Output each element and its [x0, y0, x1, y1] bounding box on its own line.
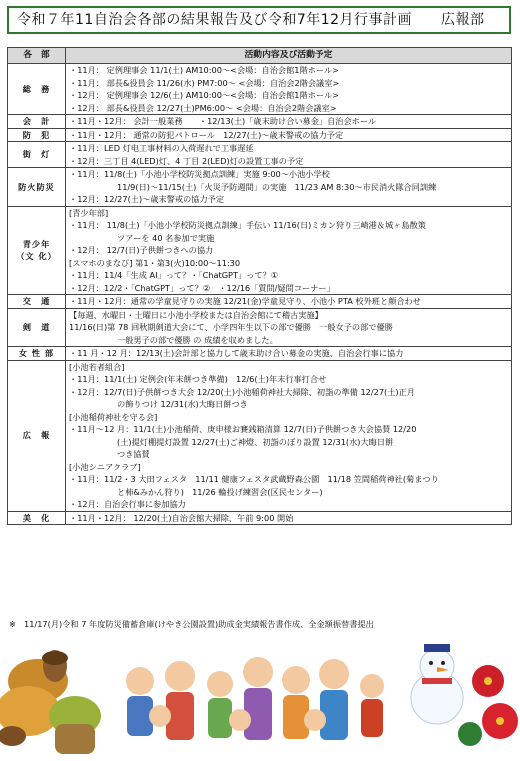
- table-row: [8, 168, 512, 207]
- autumn-leaves-icon: [0, 650, 101, 754]
- activity-line: [スマホのまなび] 第1・第3(火)10:00～11:30: [69, 257, 241, 268]
- dept-name: 青少年 （文 化）: [8, 206, 66, 295]
- activity-line: [小池シニアクラブ]: [69, 461, 141, 472]
- dept-name: 広 報: [8, 360, 66, 511]
- activity-line: ・11月：LED 灯电工事材料の入荷遅れで工事遅延: [69, 143, 254, 153]
- activity-line: ・12月： 部長&役員会 12/27(土)PM6:00～ <会場：自治会2階会議室>: [69, 102, 337, 113]
- activity-line: つき協賛: [117, 449, 150, 459]
- dept-activities: [66, 295, 512, 309]
- activity-line: ・11月：11/8(土)「小池小学校防災拠点訓練」実施 9:00～小池小学校: [69, 169, 330, 179]
- activity-line: ・11月・12月：通常の学童見守りの実施 12/21(金)学童見守り、小池小 PTA 校外班と顔合わせ: [69, 296, 421, 306]
- dept-name: 総 務: [8, 64, 66, 115]
- table-row: [8, 206, 512, 295]
- activity-line: 11/16(日)第 78 回秋期剣道大会にて、小学四年生以下の部で優勝 一般女子の部で優勝: [69, 322, 393, 332]
- activity-line: (土)提灯棚提灯設置 12/27(土)ご神燈、初詣のぼり設置 12/31(水)大晦日餅: [117, 436, 394, 447]
- activity-line: ・11月：11/2・3 大田フェスタ 11/11 健康フェスタ武蔵野森公園 11/18 笠間稲荷神社(菊まつり: [69, 474, 439, 484]
- dept-activities: [66, 168, 512, 207]
- table-row: [8, 64, 512, 115]
- table-header-row: [8, 48, 512, 64]
- table-row: [8, 511, 512, 525]
- activity-line: 一般男子の部で優勝 の 成績を収めました。: [117, 334, 278, 345]
- activity-line: ・11月： 部長&役員会 11/26(水) PM7:00～ <会場：自治会2階会議室>: [69, 77, 340, 88]
- activity-table: [7, 47, 512, 525]
- dept-activities: [66, 511, 512, 525]
- table-row: [8, 295, 512, 309]
- activity-line: ・12月：12/7(日)子供餅つき大会 12/20(土)小池稲荷神社大掃除、初詣の準備 12/27(土)正月: [69, 386, 415, 397]
- activity-line: ・11月： 定例理事会 11/1(土) AM10:00～<会場：自治会館1階ホール>: [69, 65, 339, 75]
- table-row: [8, 347, 512, 361]
- page-title: 令和７年11自治会各部の結果報告及び令和7年12月行事計画 広報部: [7, 6, 511, 34]
- header-dept: 各 部: [8, 48, 66, 64]
- dept-activities: [66, 360, 512, 511]
- activity-line: ・12月：12/27(土)～歳末警戒の協力予定: [69, 194, 225, 204]
- decorative-illustration: [0, 636, 520, 761]
- activity-line: ・11月：11/1(土) 定例会(年末餅つき準備) 12/6(土)年末行事打合せ: [69, 374, 327, 384]
- dept-name: 防 犯: [8, 128, 66, 142]
- dept-activities: [66, 64, 512, 115]
- activity-line: ・11月：11/4「生成 AI」って？・「ChatGPT」って？①: [69, 270, 279, 280]
- table-row: [8, 128, 512, 142]
- activity-line: と柿&みかん狩り) 11/26 輪投げ練習会(区民センター): [117, 486, 323, 497]
- dept-name: 美 化: [8, 511, 66, 525]
- table-row: [8, 360, 512, 511]
- activity-line: 11/9(日)～11/15(土)「火災予防週間」の実施 11/23 AM 8:30～市民消火隊合同訓練: [117, 181, 437, 192]
- activity-line: 【毎週、水曜日・土曜日に小池小学校または自治会館にて稽古実施】: [69, 309, 323, 320]
- activity-line: ・11月・12月： 会計一般業務 ・12/13(土)「歳末助け合い募金」自治会ホール: [69, 116, 377, 126]
- dept-activities: [66, 206, 512, 295]
- dept-name: 女 性 部: [8, 347, 66, 361]
- dept-activities: [66, 115, 512, 129]
- activity-line: ・11月・12月： 12/20(土)自治会館大掃除、午前 9:00 開始: [69, 512, 294, 523]
- activity-line: [小池稲荷神社を守る会]: [69, 411, 158, 422]
- activity-line: ・12月：12/2・「ChatGPT」って？② ・12/16「質問/疑問コーナー」: [69, 282, 335, 293]
- activity-line: ・12月： 定例理事会 12/6(土) AM10:00～<会場：自治会館1階ホール>: [69, 90, 339, 100]
- activity-line: ・12月：自治会行事に参加協力: [69, 499, 186, 509]
- family-group-icon: [126, 657, 384, 740]
- activity-line: ・11月・12月： 通常の防犯パトロール 12/27(土)～歳末警戒の協力予定: [69, 129, 344, 140]
- dept-activities: [66, 308, 512, 347]
- table-row: [8, 142, 512, 168]
- header-activity: 活動内容及び活動予定: [66, 48, 512, 64]
- activity-line: ・11月～12 月：11/1(土)小池稲荷、庚申様お賽銭箱清算 12/7(日)子供餅つき大会協賛 12/20: [69, 424, 417, 434]
- dept-name: 交 通: [8, 295, 66, 309]
- dept-name: 剣 道: [8, 308, 66, 347]
- dept-name: 防火防災: [8, 168, 66, 207]
- table-row: [8, 308, 512, 347]
- snowman-icon: [411, 644, 463, 724]
- activity-line: [小池若者組合]: [69, 361, 125, 372]
- dept-activities: [66, 128, 512, 142]
- dept-activities: [66, 347, 512, 361]
- activity-line: ・12月： 12/7(日)子供餅つきへの協力: [69, 245, 214, 255]
- activity-line: ・11 月・12 月：12/13(土)会計部と協力して歳末助け合い募金の実施、自治会行事に協力: [69, 348, 404, 358]
- poinsettia-icon: [458, 665, 518, 746]
- dept-name: 街 灯: [8, 142, 66, 168]
- activity-line: ツアーを 40 名参加で実施: [117, 232, 215, 243]
- activity-line: [青少年部]: [69, 207, 109, 218]
- activity-line: の飾りつけ 12/31(水)大晦日餅つき: [117, 399, 248, 409]
- dept-activities: [66, 142, 512, 168]
- activity-line: ・12月：三丁目 4(LED)灯、4 丁目 2(LED)灯の設置工事の予定: [69, 155, 304, 166]
- dept-name: 会 計: [8, 115, 66, 129]
- table-row: [8, 115, 512, 129]
- activity-line: ・11月： 11/8(土)「小池小学校防災拠点訓練」手伝い 11/16(日)ミカン狩り三崎港＆城ヶ島散策: [69, 220, 426, 230]
- footnote: ※ 11/17(月)令和 7 年度防災備蓄倉庫(けやき公園設置)助成金実績報告書作成、全金額振替書提出: [9, 619, 374, 629]
